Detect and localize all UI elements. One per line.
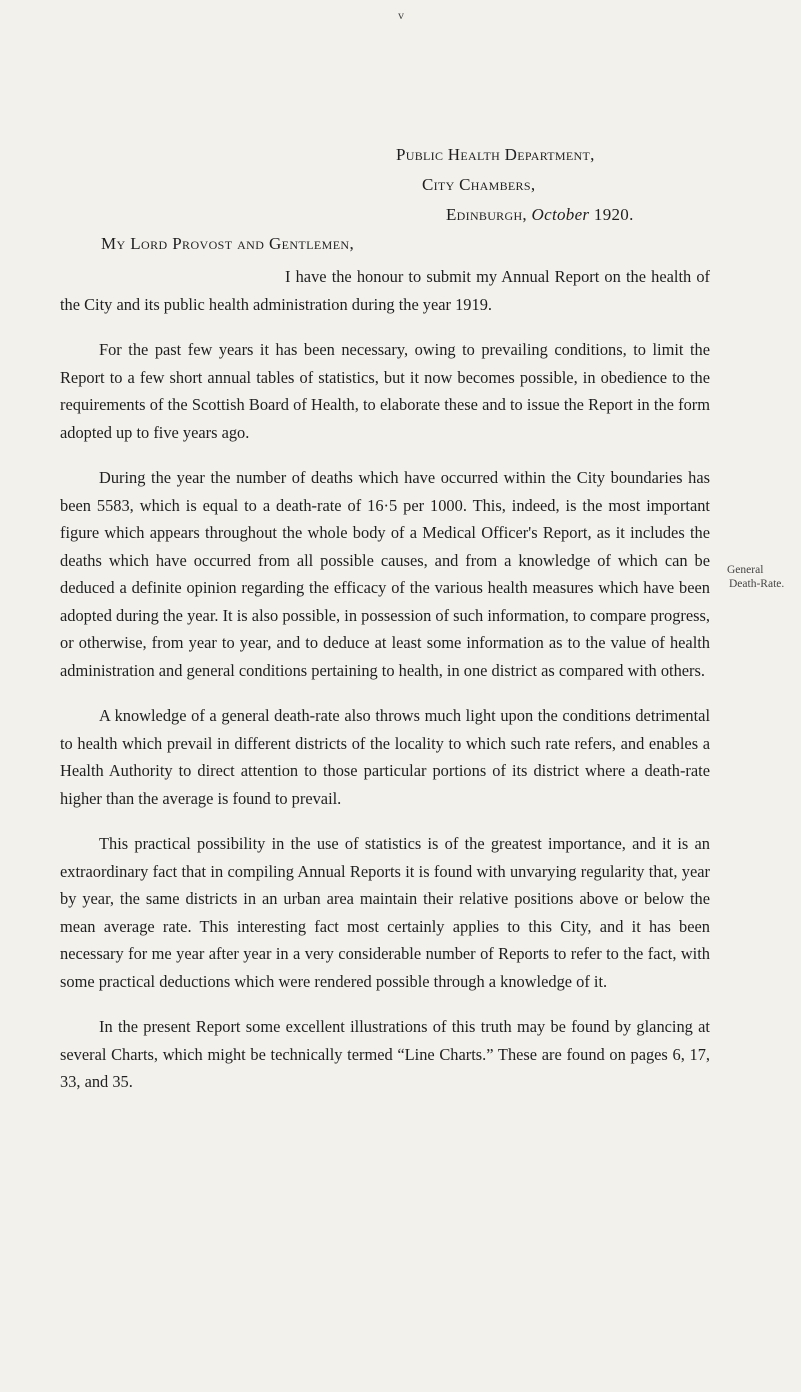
address-chambers: City Chambers, bbox=[422, 175, 536, 194]
salutation: My Lord Provost and Gentlemen, bbox=[101, 234, 355, 253]
date-month: October bbox=[531, 205, 590, 224]
date-year: 1920. bbox=[593, 205, 634, 224]
paragraph-past-years: For the past few years it has been necessary, owing to prevailing conditions, to limit the Report to a few short annual tables of statistics, but it now becomes possible, in obedience to the requirements of the Scottish Board of Health, to elaborate these and to issue the Report in the form adopted up to five years ago. bbox=[60, 340, 710, 442]
address-department: Public Health Department, bbox=[396, 145, 595, 164]
paragraph-intro: I have the honour to submit my Annual Report on the health of the City and its public health administration during the year 1919. bbox=[60, 267, 710, 314]
paragraph-death-rate: During the year the number of deaths which have occurred within the City boundaries has been 5583, which is equal to a death-rate of 16·5 per 1000. This, indeed, is the most important figure which appears throughout the whole body of a Medical Officer's Report, as it includes the deaths which have occurred from all possible causes, and from a knowledge of which can be deduced a definite opinion regarding the efficacy of the various health measures which have been adopted during the year. It is also possible, in possession of such information, to compare progress, or otherwise, from year to year, and to deduce at least some information as to the value of health administration and general conditions pertaining to health, in one district as compared with others. bbox=[60, 468, 710, 680]
page-number: v bbox=[398, 8, 404, 22]
letter-address bbox=[396, 140, 634, 230]
paragraph-knowledge: A knowledge of a general death-rate also throws much light upon the conditions detrimental to health which prevail in different districts of the locality to which such rate refers, and enables a Health Authority to direct attention to those particular portions of its district where a death-rate higher than the average is found to prevail. bbox=[60, 706, 710, 808]
margin-note-line-1: General bbox=[727, 564, 764, 576]
address-date bbox=[396, 200, 634, 230]
margin-note-line-2: Death-Rate. bbox=[729, 578, 785, 590]
address-city: Edinburgh, bbox=[446, 205, 527, 224]
margin-note bbox=[727, 563, 784, 591]
paragraph-statistics: This practical possibility in the use of statistics is of the greatest importance, and it is an extraordinary fact that in compiling Annual Reports it is found with unvarying regularity that, year by year, the same districts in an urban area maintain their relative positions above or below the mean average rate. This interesting fact most certainly applies to this City, and it has been necessary for me year after year in a very considerable number of Reports to refer to the fact, with some practical deductions which were rendered possible through a knowledge of it. bbox=[60, 834, 710, 991]
report-body bbox=[60, 263, 710, 1114]
paragraph-charts: In the present Report some excellent illustrations of this truth may be found by glancing at several Charts, which might be technically termed “Line Charts.” These are found on pages 6, 17, 33, and 35. bbox=[60, 1017, 710, 1091]
